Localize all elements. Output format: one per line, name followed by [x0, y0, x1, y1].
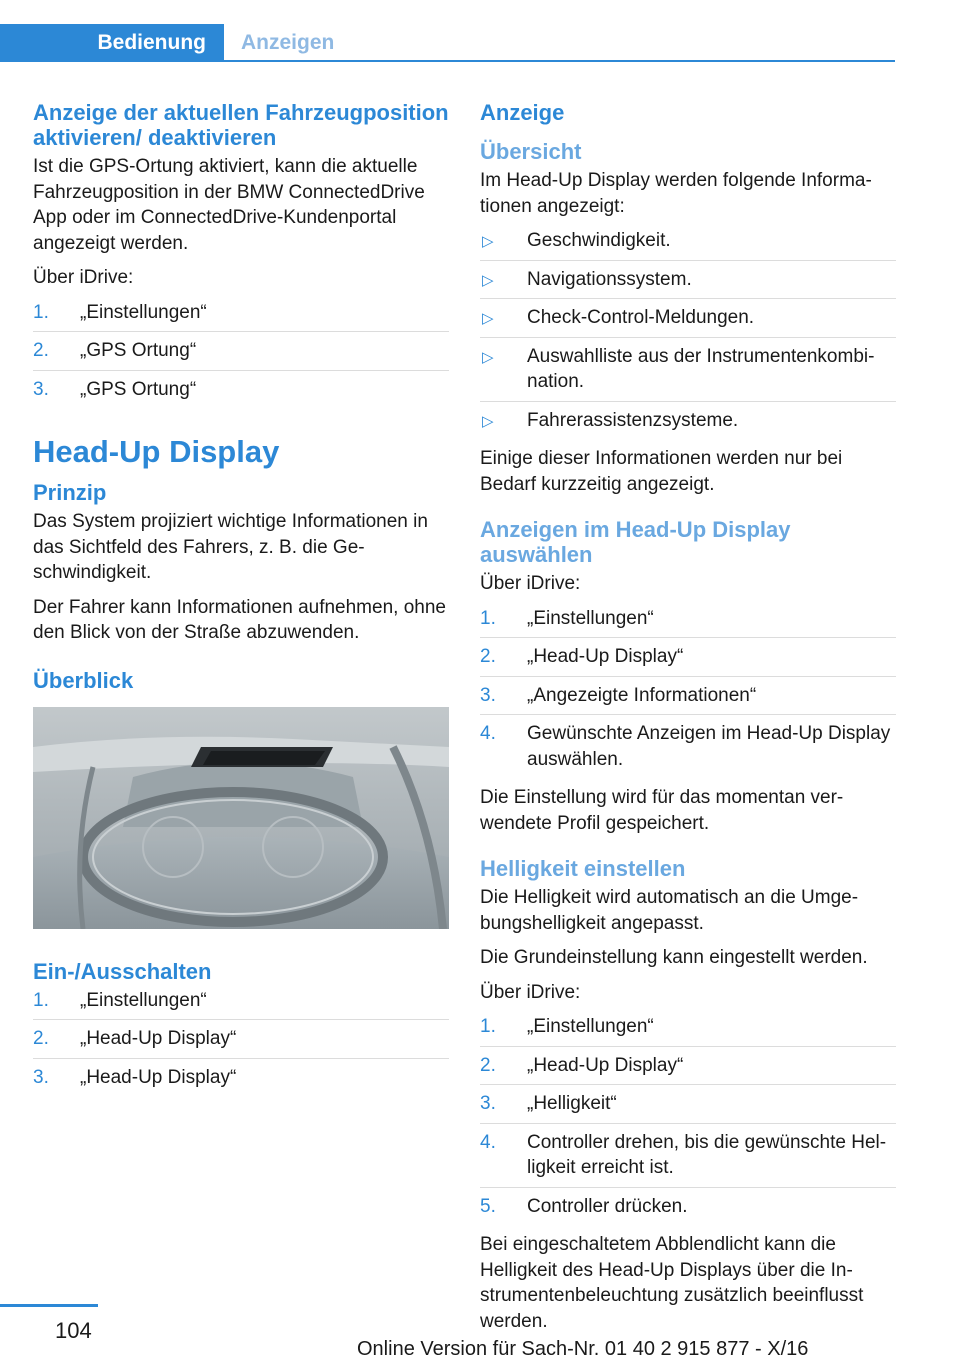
paragraph: Einige dieser Informationen werden nur bei Bedarf kurzzeitig angezeigt.: [480, 448, 843, 495]
step-list-ein-aus: [33, 988, 449, 1097]
section-heading-helligkeit: Helligkeit einstellen: [480, 856, 686, 881]
list-item: ▷ Fahrerassistenzsysteme.: [480, 408, 896, 440]
step-number: 4.: [480, 723, 496, 744]
tab-anzeigen[interactable]: Anzeigen: [241, 31, 335, 54]
step-list-gps: [33, 300, 449, 409]
list-item: 3. „Head-Up Display“: [33, 1065, 449, 1097]
paragraph: Über iDrive:: [480, 573, 581, 594]
paragraph: Das System projiziert wichtige Informationen in das Sichtfeld des Fahrers, z. B. die Ge‐ schwindigkeit.: [33, 511, 428, 583]
step-number: 1.: [33, 989, 49, 1011]
step-number: 3.: [480, 1093, 496, 1114]
step-number: 2.: [33, 1028, 49, 1049]
triangle-bullet-icon: ▷: [482, 233, 494, 250]
paragraph: Die Helligkeit wird automatisch an die Umge‐ bungshelligkeit angepasst.: [480, 887, 859, 934]
section-heading-gps: Anzeige der aktuellen Fahrzeugposition aktivieren/ deaktivieren: [33, 100, 449, 150]
section-heading-auswaehlen: Anzeigen im Head-Up Display auswählen: [480, 517, 791, 567]
list-item: ▷ Geschwindigkeit.: [480, 228, 896, 261]
list-item: 1. „Einstellungen“: [480, 1014, 896, 1047]
paragraph: Bei eingeschaltetem Abblendlicht kann die Helligkeit des Head-Up Displays über die In‐ strumentenbeleuchtung zusätzlich beeinflusst werden.: [480, 1234, 864, 1332]
paragraph: Die Grundeinstellung kann eingestellt werden.: [480, 947, 868, 968]
head-up-display-illustration: [33, 707, 449, 929]
bullet-list-info: [480, 228, 896, 439]
list-item: 2. „Head-Up Display“: [33, 1026, 449, 1059]
list-item: 3. „Angezeigte Informationen“: [480, 683, 896, 716]
page-number: 104: [55, 1318, 92, 1343]
paragraph: Über iDrive:: [33, 267, 134, 288]
step-number: 1.: [480, 1016, 496, 1037]
header-rule: [224, 60, 895, 62]
list-item: 4. Controller drehen, bis die gewünschte Hel‐ ligkeit erreicht ist.: [480, 1130, 896, 1188]
paragraph: Der Fahrer kann Informationen aufnehmen, ohne den Blick von der Straße abzuwenden.: [33, 596, 446, 643]
paragraph: Im Head-Up Display werden folgende Informa‐ tionen angezeigt:: [480, 170, 872, 217]
step-number: 1.: [480, 607, 496, 629]
triangle-bullet-icon: ▷: [482, 310, 494, 327]
list-item: 3. „GPS Ortung“: [33, 377, 449, 409]
header-tabs: [0, 0, 895, 62]
list-item: 2. „GPS Ortung“: [33, 338, 449, 371]
list-item: 1. „Einstellungen“: [480, 606, 896, 639]
paragraph: Ist die GPS-Ortung aktiviert, kann die aktuelle Fahrzeugposition in der BMW ConnectedDrive App oder im ConnectedDrive-Kundenportal angezeigt werden.: [33, 156, 425, 254]
footer-rule: [0, 1304, 98, 1307]
list-item: 2. „Head-Up Display“: [480, 644, 896, 677]
list-item: 3. „Helligkeit“: [480, 1091, 896, 1124]
step-number: 5.: [480, 1195, 496, 1217]
section-heading-uebersicht: Übersicht: [480, 139, 582, 164]
step-number: 3.: [33, 378, 49, 400]
step-list-helligkeit: [480, 1014, 896, 1225]
left-column: [33, 100, 449, 1103]
right-column: [480, 100, 896, 1343]
section-heading-anzeige: Anzeige: [480, 100, 565, 125]
list-item: 1. „Einstellungen“: [33, 988, 449, 1021]
step-number: 2.: [33, 340, 49, 361]
step-number: 1.: [33, 301, 49, 323]
paragraph: Die Einstellung wird für das momentan ver‐ wendete Profil gespeichert.: [480, 787, 844, 834]
section-heading-ueberblick: Überblick: [33, 667, 134, 693]
list-item: 4. Gewünschte Anzeigen im Head-Up Display auswählen.: [480, 723, 891, 770]
step-list-auswaehlen: [480, 606, 896, 779]
paragraph: Über iDrive:: [480, 981, 581, 1003]
section-heading-ein-aus: Ein-/Ausschalten: [33, 958, 212, 984]
step-number: 3.: [480, 684, 496, 706]
list-item: ▷ Navigationssystem.: [480, 267, 896, 300]
chapter-title: Head-Up Display: [33, 434, 280, 469]
list-item: 1. „Einstellungen“: [33, 300, 449, 333]
triangle-bullet-icon: ▷: [482, 412, 494, 430]
triangle-bullet-icon: ▷: [482, 271, 494, 289]
list-item: 5. Controller drücken.: [480, 1194, 896, 1226]
list-item: ▷ Auswahlliste aus der Instrumentenkombi‐ nation.: [480, 344, 896, 402]
step-number: 4.: [480, 1131, 496, 1153]
triangle-bullet-icon: ▷: [482, 348, 494, 366]
dashboard-illustration: [33, 707, 449, 929]
list-item: 2. „Head-Up Display“: [480, 1053, 896, 1086]
step-number: 3.: [33, 1066, 49, 1088]
section-heading-prinzip: Prinzip: [33, 480, 107, 505]
online-version-note: Online Version für Sach-Nr. 01 40 2 915 877 - X/16: [357, 1338, 809, 1360]
list-item: ▷ Check-Control-Meldungen.: [480, 305, 896, 338]
step-number: 2.: [480, 646, 496, 667]
tab-bedienung[interactable]: Bedienung: [0, 24, 224, 62]
step-number: 2.: [480, 1054, 496, 1076]
